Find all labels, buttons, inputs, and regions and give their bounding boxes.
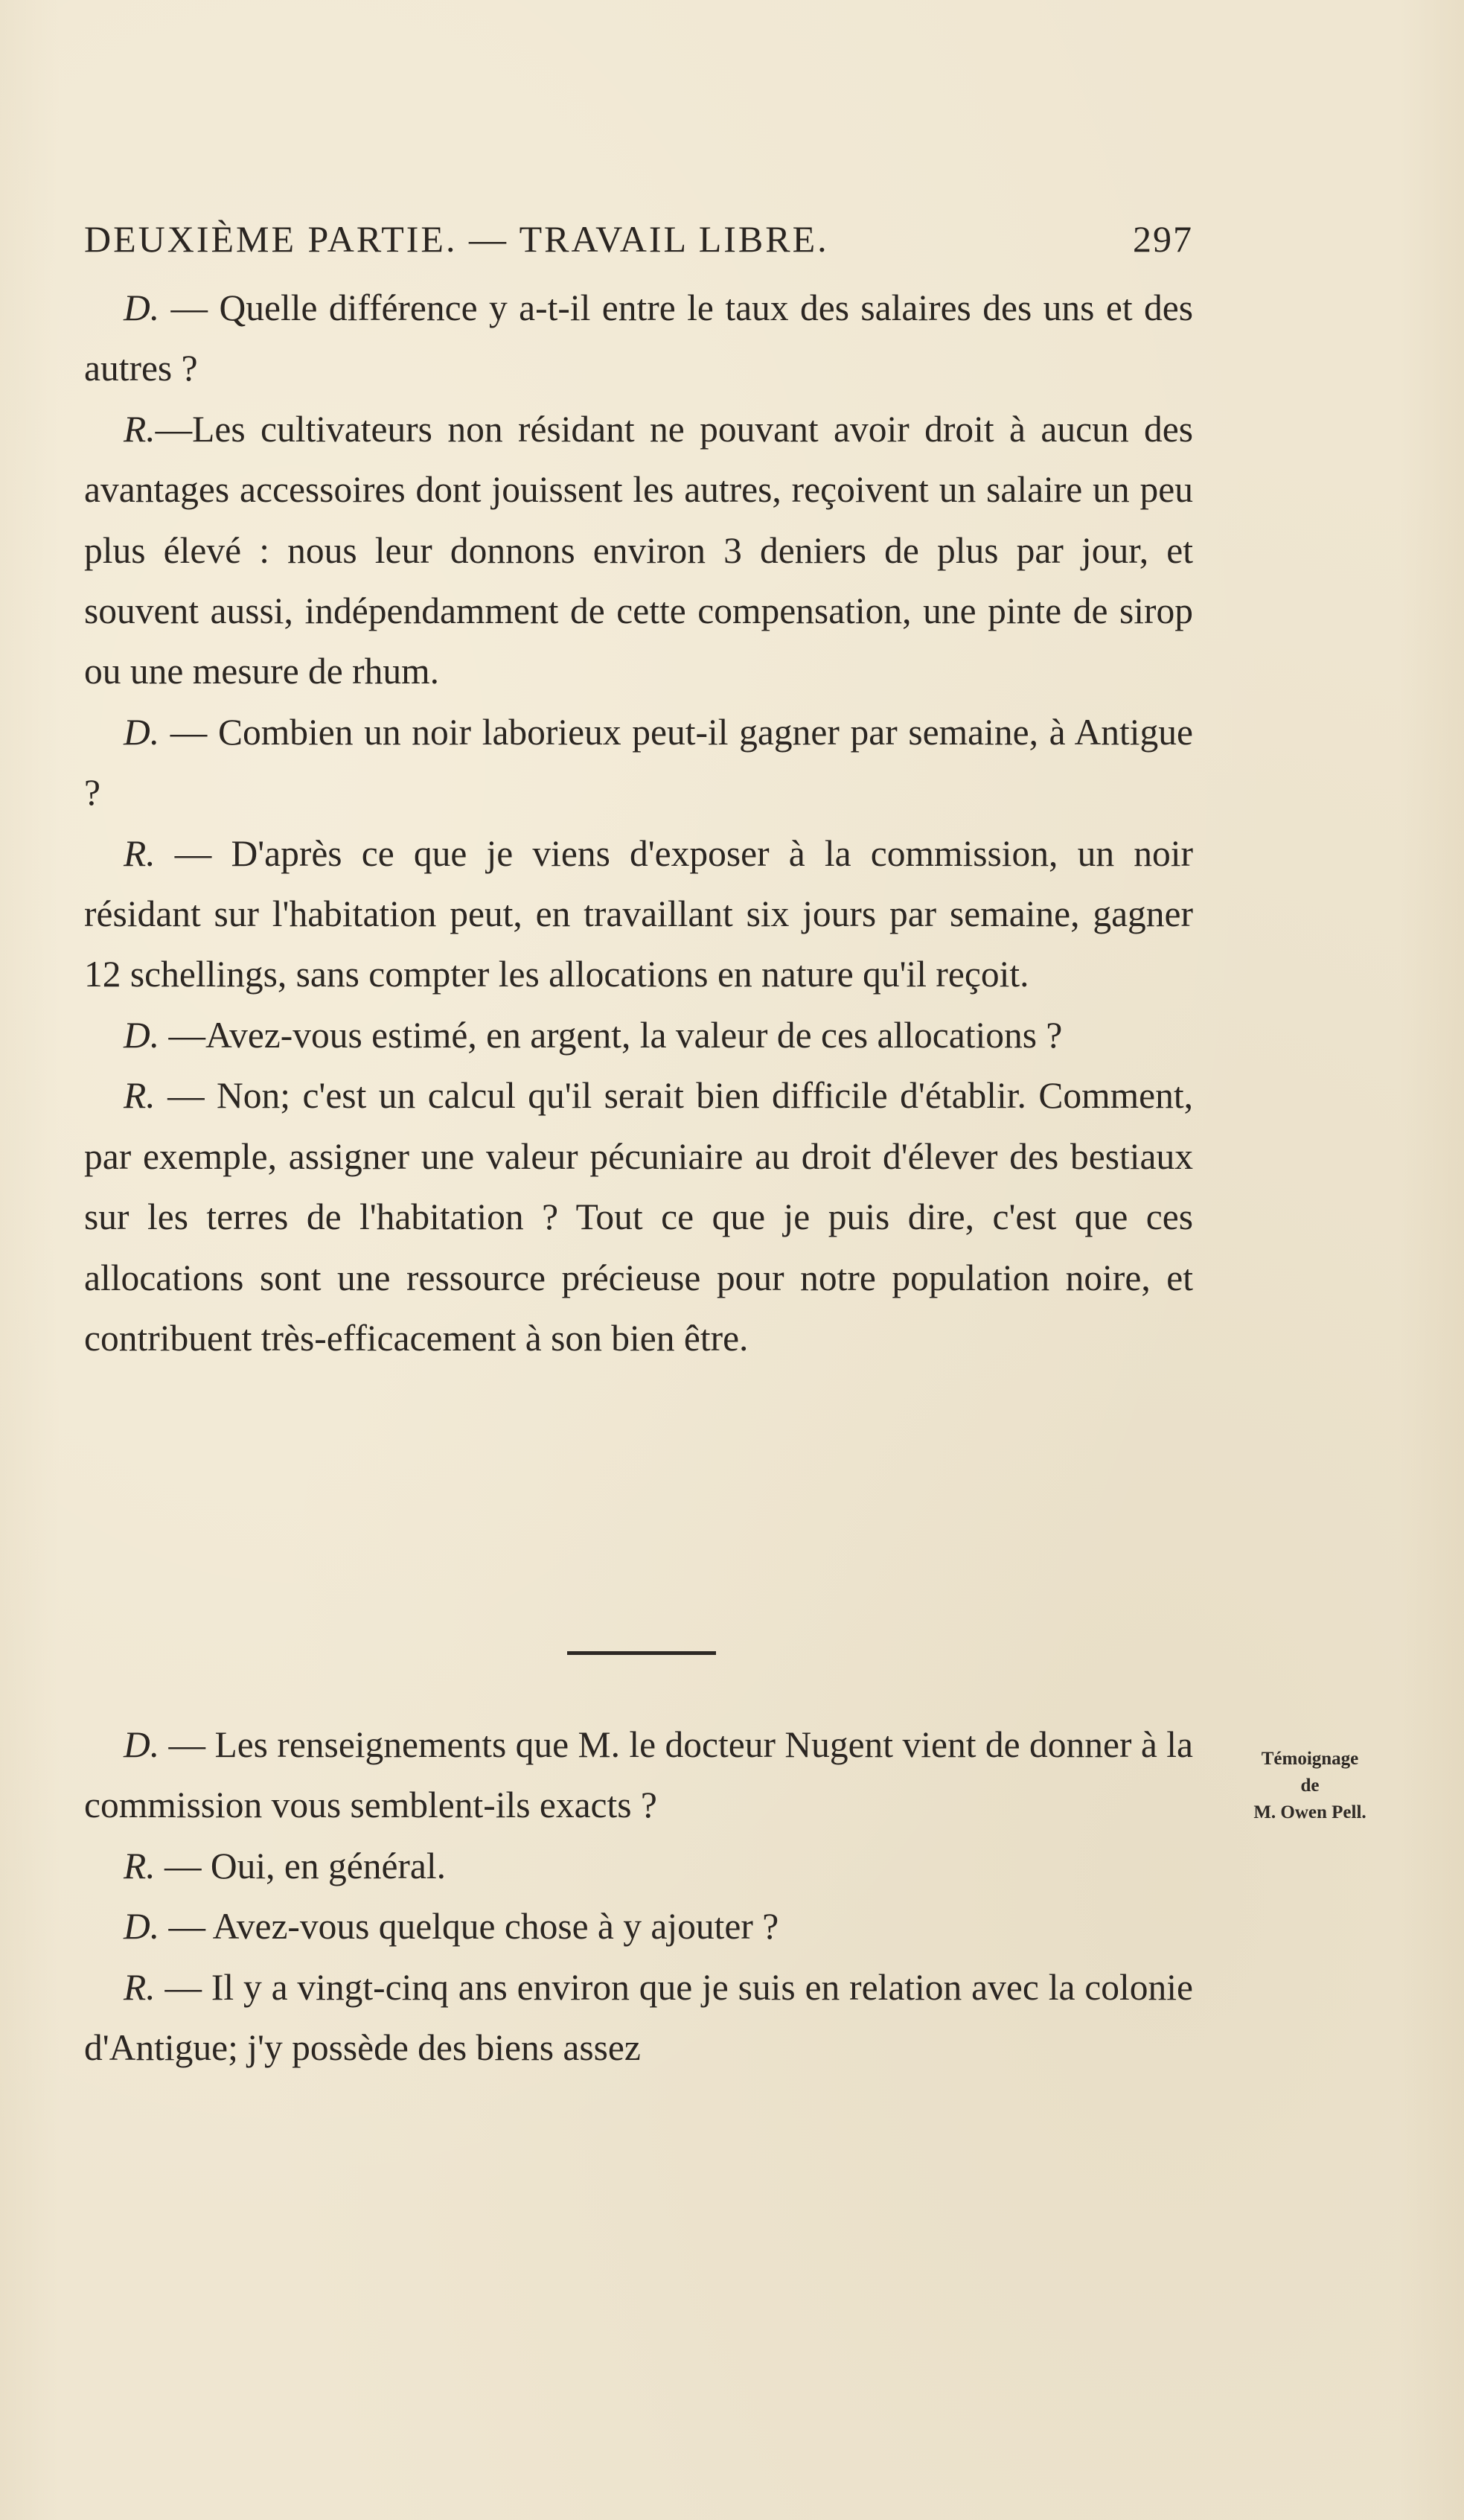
speaker-label: R. <box>124 1075 156 1117</box>
paragraph-text: — D'après ce que je viens d'exposer à la commission, un noir résidant sur l'habitation peut, en travaillant six jours par semaine, gagner 12 schellings, sans compter les allocations en nature qu'il reçoit. <box>84 832 1193 995</box>
paragraph-text: — Avez-vous quelque chose à y ajouter ? <box>159 1906 779 1948</box>
page-number: 297 <box>1133 218 1193 260</box>
dialogue-paragraph <box>84 278 1193 399</box>
margin-note <box>1221 1746 1399 1826</box>
section-divider <box>567 1651 716 1655</box>
margin-note-line: de <box>1300 1776 1320 1796</box>
paragraph-text: — Oui, en général. <box>155 1845 446 1886</box>
speaker-label: R. <box>124 832 156 874</box>
speaker-label: D. <box>124 1906 160 1948</box>
header-title: DEUXIÈME PARTIE. — TRAVAIL LIBRE. <box>84 218 829 260</box>
dialogue-paragraph <box>84 1957 1193 2079</box>
dialogue-paragraph <box>84 1005 1193 1065</box>
paragraph-text: —Avez-vous estimé, en argent, la valeur de ces allocations ? <box>159 1014 1063 1056</box>
paragraph-text: — Combien un noir laborieux peut-il gagner par semaine, à Antigue ? <box>84 711 1193 814</box>
dialogue-paragraph <box>84 1714 1193 1836</box>
speaker-label: D. <box>124 1014 160 1056</box>
speaker-label: D. <box>124 711 160 753</box>
dialogue-paragraph <box>84 1836 1193 1896</box>
dialogue-block-1 <box>84 278 1193 1368</box>
dialogue-paragraph <box>84 1896 1193 1956</box>
dialogue-paragraph <box>84 1065 1193 1368</box>
paragraph-text: —Les cultivateurs non résidant ne pouvant avoir droit à aucun des avantages accessoires dont jouissent les autres, reçoivent un salaire un peu plus élevé : nous leur donnons environ 3 deniers de plus par jour, et souvent aussi, indépendamment de cette compensation, une pinte de sirop ou une mesure de rhum. <box>84 408 1193 692</box>
paragraph-text: — Il y a vingt-cinq ans environ que je suis en relation avec la colonie d'Antigue; j'y possède des biens assez <box>84 1966 1193 2069</box>
speaker-label: D. <box>124 1724 160 1765</box>
speaker-label: R. <box>124 1845 156 1886</box>
dialogue-paragraph <box>84 823 1193 1005</box>
dialogue-paragraph <box>84 702 1193 823</box>
margin-note-line: M. Owen Pell. <box>1253 1802 1366 1822</box>
margin-note-line: Témoignage <box>1261 1749 1359 1769</box>
paragraph-text: — Quelle différence y a-t-il entre le taux des salaires des uns et des autres ? <box>84 287 1193 389</box>
paragraph-text: — Non; c'est un calcul qu'il serait bien difficile d'établir. Comment, par exemple, assigner une valeur pécuniaire au droit d'élever des bestiaux sur les terres de l'habitation ? Tout ce que je puis dire, c'est que ces allocations sont une ressource précieuse pour notre population noire, et contribuent très-efficacement à son bien être. <box>84 1075 1193 1359</box>
dialogue-block-2 <box>84 1714 1193 2078</box>
speaker-label: R. <box>124 408 156 450</box>
dialogue-paragraph <box>84 399 1193 702</box>
speaker-label: R. <box>124 1966 156 2008</box>
running-header <box>84 213 1193 265</box>
paragraph-text: — Les renseignements que M. le docteur Nugent vient de donner à la commission vous semblent-ils exacts ? <box>84 1724 1193 1826</box>
speaker-label: D. <box>124 287 160 328</box>
